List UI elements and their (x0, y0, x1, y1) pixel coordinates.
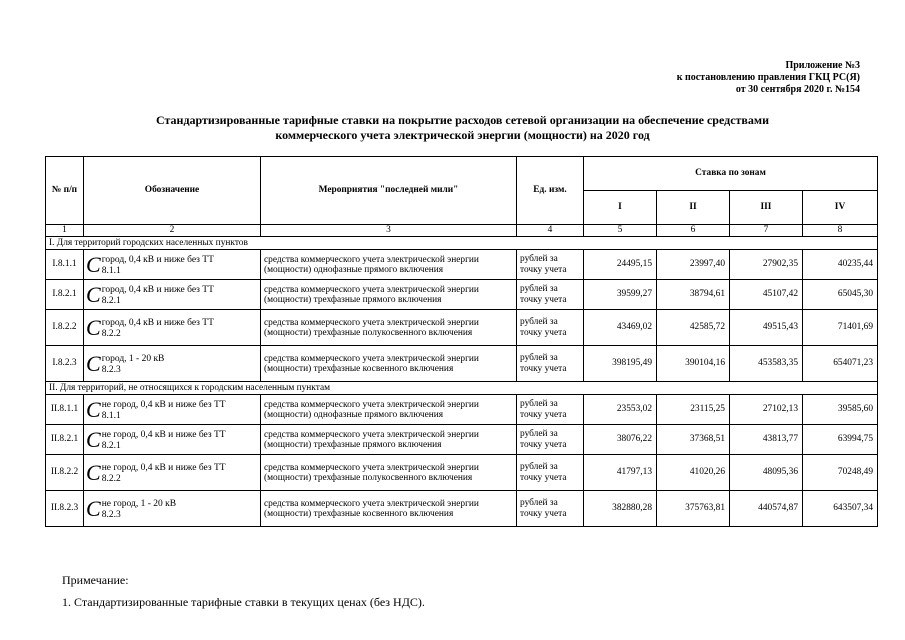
designation-text: не город, 0,4 кВ и ниже без ТТ (101, 429, 226, 440)
designation-text-block (102, 284, 214, 306)
designation-symbol: С (86, 281, 101, 307)
header-zone: IV (803, 191, 878, 225)
rate-value: 65045,30 (803, 280, 878, 310)
column-index: 1 (46, 225, 84, 237)
designation-symbol: С (86, 495, 101, 521)
document-title (110, 113, 815, 143)
rate-value: 42585,72 (657, 310, 730, 346)
row-number: I.8.2.1 (46, 280, 84, 310)
designation-symbol: С (86, 314, 101, 340)
rate-value: 23115,25 (657, 395, 730, 425)
row-designation (84, 280, 261, 310)
rate-value: 398195,49 (584, 346, 657, 382)
rate-value: 654071,23 (803, 346, 878, 382)
row-unit: рублей за точку учета (517, 280, 584, 310)
designation-text-block (102, 254, 214, 276)
designation-text-block (102, 353, 165, 375)
designation-text-block (102, 399, 226, 421)
row-unit: рублей за точку учета (517, 395, 584, 425)
table-row (46, 346, 878, 382)
header-zone: II (657, 191, 730, 225)
designation-symbol: С (86, 251, 101, 277)
table-row (46, 250, 878, 280)
rate-value: 453583,35 (730, 346, 803, 382)
row-designation (84, 310, 261, 346)
tariff-table (45, 156, 878, 527)
row-unit: рублей за точку учета (517, 455, 584, 491)
table-row (46, 395, 878, 425)
designation-subscript: 8.2.1 (101, 295, 121, 306)
column-index: 7 (730, 225, 803, 237)
rate-value: 70248,49 (803, 455, 878, 491)
row-measure: средства коммерческого учета электрической энергии (мощности) трехфазные полукосвенного включения (261, 455, 517, 491)
designation-subscript: 8.2.3 (101, 364, 121, 375)
header-unit: Ед. изм. (517, 157, 584, 225)
rate-value: 40235,44 (803, 250, 878, 280)
designation-text: не город, 1 - 20 кВ (101, 498, 177, 509)
rate-value: 48095,36 (730, 455, 803, 491)
header-zone: III (730, 191, 803, 225)
rate-value: 37368,51 (657, 425, 730, 455)
designation-symbol: С (86, 426, 101, 452)
column-index: 6 (657, 225, 730, 237)
designation-text-block (102, 429, 226, 451)
rate-value: 41020,26 (657, 455, 730, 491)
row-measure: средства коммерческого учета электрической энергии (мощности) однофазные прямого включения (261, 250, 517, 280)
designation-subscript: 8.1.1 (101, 410, 121, 421)
rate-value: 38794,61 (657, 280, 730, 310)
row-designation (84, 425, 261, 455)
rate-value: 27902,35 (730, 250, 803, 280)
column-index: 3 (261, 225, 517, 237)
title-line: Стандартизированные тарифные ставки на покрытие расходов сетевой организации на обеспечение средствами (155, 113, 770, 127)
designation-subscript: 8.2.2 (101, 328, 121, 339)
table-row (46, 280, 878, 310)
rate-value: 440574,87 (730, 491, 803, 527)
designation-text: не город, 0,4 кВ и ниже без ТТ (101, 462, 226, 473)
rate-value: 24495,15 (584, 250, 657, 280)
designation-subscript: 8.2.1 (101, 440, 121, 451)
rate-value: 41797,13 (584, 455, 657, 491)
row-designation (84, 346, 261, 382)
rate-value: 39599,27 (584, 280, 657, 310)
column-index: 8 (803, 225, 878, 237)
rate-value: 49515,43 (730, 310, 803, 346)
row-number: II.8.2.1 (46, 425, 84, 455)
row-measure: средства коммерческого учета электрической энергии (мощности) трехфазные косвенного включения (261, 346, 517, 382)
designation-symbol: С (86, 396, 101, 422)
designation-text: не город, 0,4 кВ и ниже без ТТ (101, 399, 226, 410)
header-designation: Обозначение (84, 157, 261, 225)
designation-subscript: 8.2.3 (101, 509, 121, 520)
table-row (46, 310, 878, 346)
designation-symbol: С (86, 459, 101, 485)
designation-text-block (102, 462, 226, 484)
row-unit: рублей за точку учета (517, 425, 584, 455)
designation-text: город, 0,4 кВ и ниже без ТТ (101, 317, 214, 328)
row-number: I.8.1.1 (46, 250, 84, 280)
designation-text-block (102, 317, 214, 339)
designation-text: город, 0,4 кВ и ниже без ТТ (101, 284, 214, 295)
header-rate-by-zones: Ставка по зонам (584, 157, 878, 191)
section-title: II. Для территорий, не относящихся к городским населенным пунктам (46, 382, 878, 395)
section-title: I. Для территорий городских населенных пунктов (46, 237, 878, 250)
row-unit: рублей за точку учета (517, 310, 584, 346)
column-index: 4 (517, 225, 584, 237)
rate-value: 63994,75 (803, 425, 878, 455)
row-designation (84, 395, 261, 425)
rate-value: 71401,69 (803, 310, 878, 346)
rate-value: 38076,22 (584, 425, 657, 455)
appendix-line: Приложение №3 (785, 60, 860, 71)
row-measure: средства коммерческого учета электрической энергии (мощности) однофазные прямого включения (261, 395, 517, 425)
designation-text-block (102, 498, 176, 520)
designation-symbol: С (86, 350, 101, 376)
row-unit: рублей за точку учета (517, 250, 584, 280)
rate-value: 27102,13 (730, 395, 803, 425)
row-designation (84, 250, 261, 280)
designation-subscript: 8.2.2 (101, 473, 121, 484)
section-row (46, 237, 878, 250)
row-number: I.8.2.2 (46, 310, 84, 346)
designation-text: город, 0,4 кВ и ниже без ТТ (101, 254, 214, 265)
rate-value: 23997,40 (657, 250, 730, 280)
notes-title: Примечание: (62, 573, 129, 587)
row-designation (84, 491, 261, 527)
rate-value: 43469,02 (584, 310, 657, 346)
table-row (46, 455, 878, 491)
row-measure: средства коммерческого учета электрической энергии (мощности) трехфазные косвенного включения (261, 491, 517, 527)
row-designation (84, 455, 261, 491)
rate-value: 382880,28 (584, 491, 657, 527)
designation-text: город, 1 - 20 кВ (101, 353, 165, 364)
rate-value: 643507,34 (803, 491, 878, 527)
rate-value: 43813,77 (730, 425, 803, 455)
row-measure: средства коммерческого учета электрической энергии (мощности) трехфазные прямого включения (261, 280, 517, 310)
header-zone: I (584, 191, 657, 225)
appendix-line: к постановлению правления ГКЦ РС(Я) (676, 72, 860, 83)
row-number: II.8.1.1 (46, 395, 84, 425)
header-measures: Мероприятия "последней мили" (261, 157, 517, 225)
row-number: II.8.2.2 (46, 455, 84, 491)
row-measure: средства коммерческого учета электрической энергии (мощности) трехфазные прямого включения (261, 425, 517, 455)
appendix-line: от 30 сентября 2020 г. №154 (735, 84, 860, 95)
rate-value: 375763,81 (657, 491, 730, 527)
appendix-header (540, 60, 860, 96)
section-row (46, 382, 878, 395)
column-index: 5 (584, 225, 657, 237)
title-line: коммерческого учета электрической энергии (мощности) на 2020 год (275, 128, 650, 142)
note-item: 1. Стандартизированные тарифные ставки в текущих ценах (без НДС). (62, 595, 425, 609)
rate-value: 23553,02 (584, 395, 657, 425)
rate-value: 39585,60 (803, 395, 878, 425)
header-num: № п/п (46, 157, 84, 225)
column-index: 2 (84, 225, 261, 237)
row-measure: средства коммерческого учета электрической энергии (мощности) трехфазные полукосвенного включения (261, 310, 517, 346)
row-number: II.8.2.3 (46, 491, 84, 527)
rate-value: 390104,16 (657, 346, 730, 382)
row-unit: рублей за точку учета (517, 491, 584, 527)
table-row (46, 425, 878, 455)
row-number: I.8.2.3 (46, 346, 84, 382)
table-row (46, 491, 878, 527)
designation-subscript: 8.1.1 (101, 265, 121, 276)
row-unit: рублей за точку учета (517, 346, 584, 382)
rate-value: 45107,42 (730, 280, 803, 310)
